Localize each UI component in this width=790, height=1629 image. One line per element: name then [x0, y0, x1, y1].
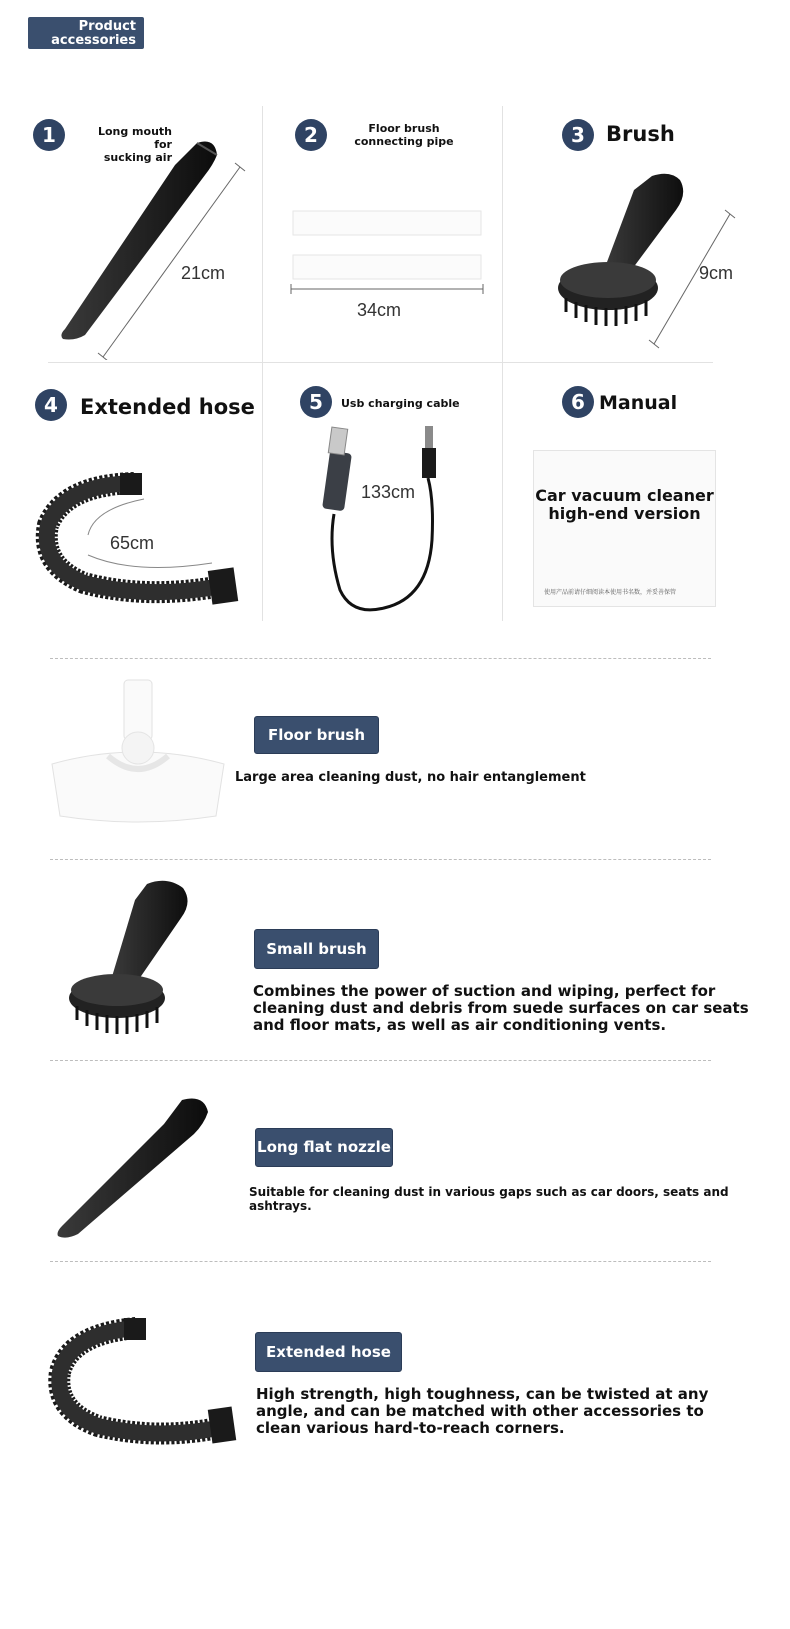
section-divider [50, 859, 711, 860]
item-label-2: Floor brush connecting pipe [354, 122, 454, 148]
detail-tag-long-flat-nozzle: Long flat nozzle [255, 1128, 393, 1167]
detail-tag-small-brush: Small brush [254, 929, 379, 969]
item-number-4: 4 [35, 389, 67, 421]
item-label-3: Brush [606, 122, 675, 146]
section-badge-label: Product accessories [51, 19, 136, 48]
item-number-3: 3 [562, 119, 594, 151]
item-number-2: 2 [295, 119, 327, 151]
section-divider [50, 1060, 711, 1061]
detail-text-floor-brush: Large area cleaning dust, no hair entanglement [235, 770, 586, 785]
crevice-nozzle-icon [54, 1094, 214, 1244]
round-brush-icon [65, 878, 205, 1043]
flex-hose-icon [46, 1312, 246, 1452]
section-divider [50, 1261, 711, 1262]
dimension-label-2: 34cm [357, 300, 402, 320]
grid-divider [262, 106, 263, 621]
item-label-5: Usb charging cable [341, 397, 460, 410]
crevice-nozzle-icon [55, 135, 255, 360]
round-brush-icon [552, 170, 742, 350]
item-label-1: Long mouth for sucking air [97, 125, 172, 164]
detail-tag-extended-hose: Extended hose [255, 1332, 402, 1372]
item-number-1: 1 [33, 119, 65, 151]
section-badge [28, 17, 144, 49]
detail-text-long-flat-nozzle: Suitable for cleaning dust in various gaps such as car doors, seats and ashtrays. [249, 1185, 729, 1213]
manual-title: Car vacuum cleaner high-end version [535, 486, 714, 523]
section-divider [50, 658, 711, 659]
dimension-label-5: 133cm [361, 482, 416, 502]
detail-text-small-brush: Combines the power of suction and wiping, perfect for cleaning dust and debris from suede surfaces on car seats and floor mats, as well as air conditioning vents. [253, 982, 749, 1034]
manual-icon [533, 450, 716, 607]
detail-text-extended-hose: High strength, high toughness, can be twisted at any angle, and can be matched with other accessories to clean various hard-to-reach corners. [256, 1385, 709, 1437]
usb-cable-icon [318, 420, 448, 620]
dimension-label-3: 9cm [699, 263, 734, 283]
connecting-pipe-icon [288, 208, 488, 298]
manual-footnote: 使用产品前请仔细阅读本使用书名数，并妥善保管 [544, 589, 677, 596]
item-number-5: 5 [300, 386, 332, 418]
grid-divider [48, 362, 713, 363]
dimension-label-1: 21cm [181, 263, 226, 283]
floor-brush-icon [48, 676, 228, 831]
dimension-label-4: 65cm [110, 533, 155, 553]
item-label-4: Extended hose [80, 395, 255, 419]
item-number-6: 6 [562, 386, 594, 418]
detail-tag-floor-brush: Floor brush [254, 716, 379, 754]
item-label-6: Manual [599, 392, 678, 414]
grid-divider [502, 106, 503, 621]
